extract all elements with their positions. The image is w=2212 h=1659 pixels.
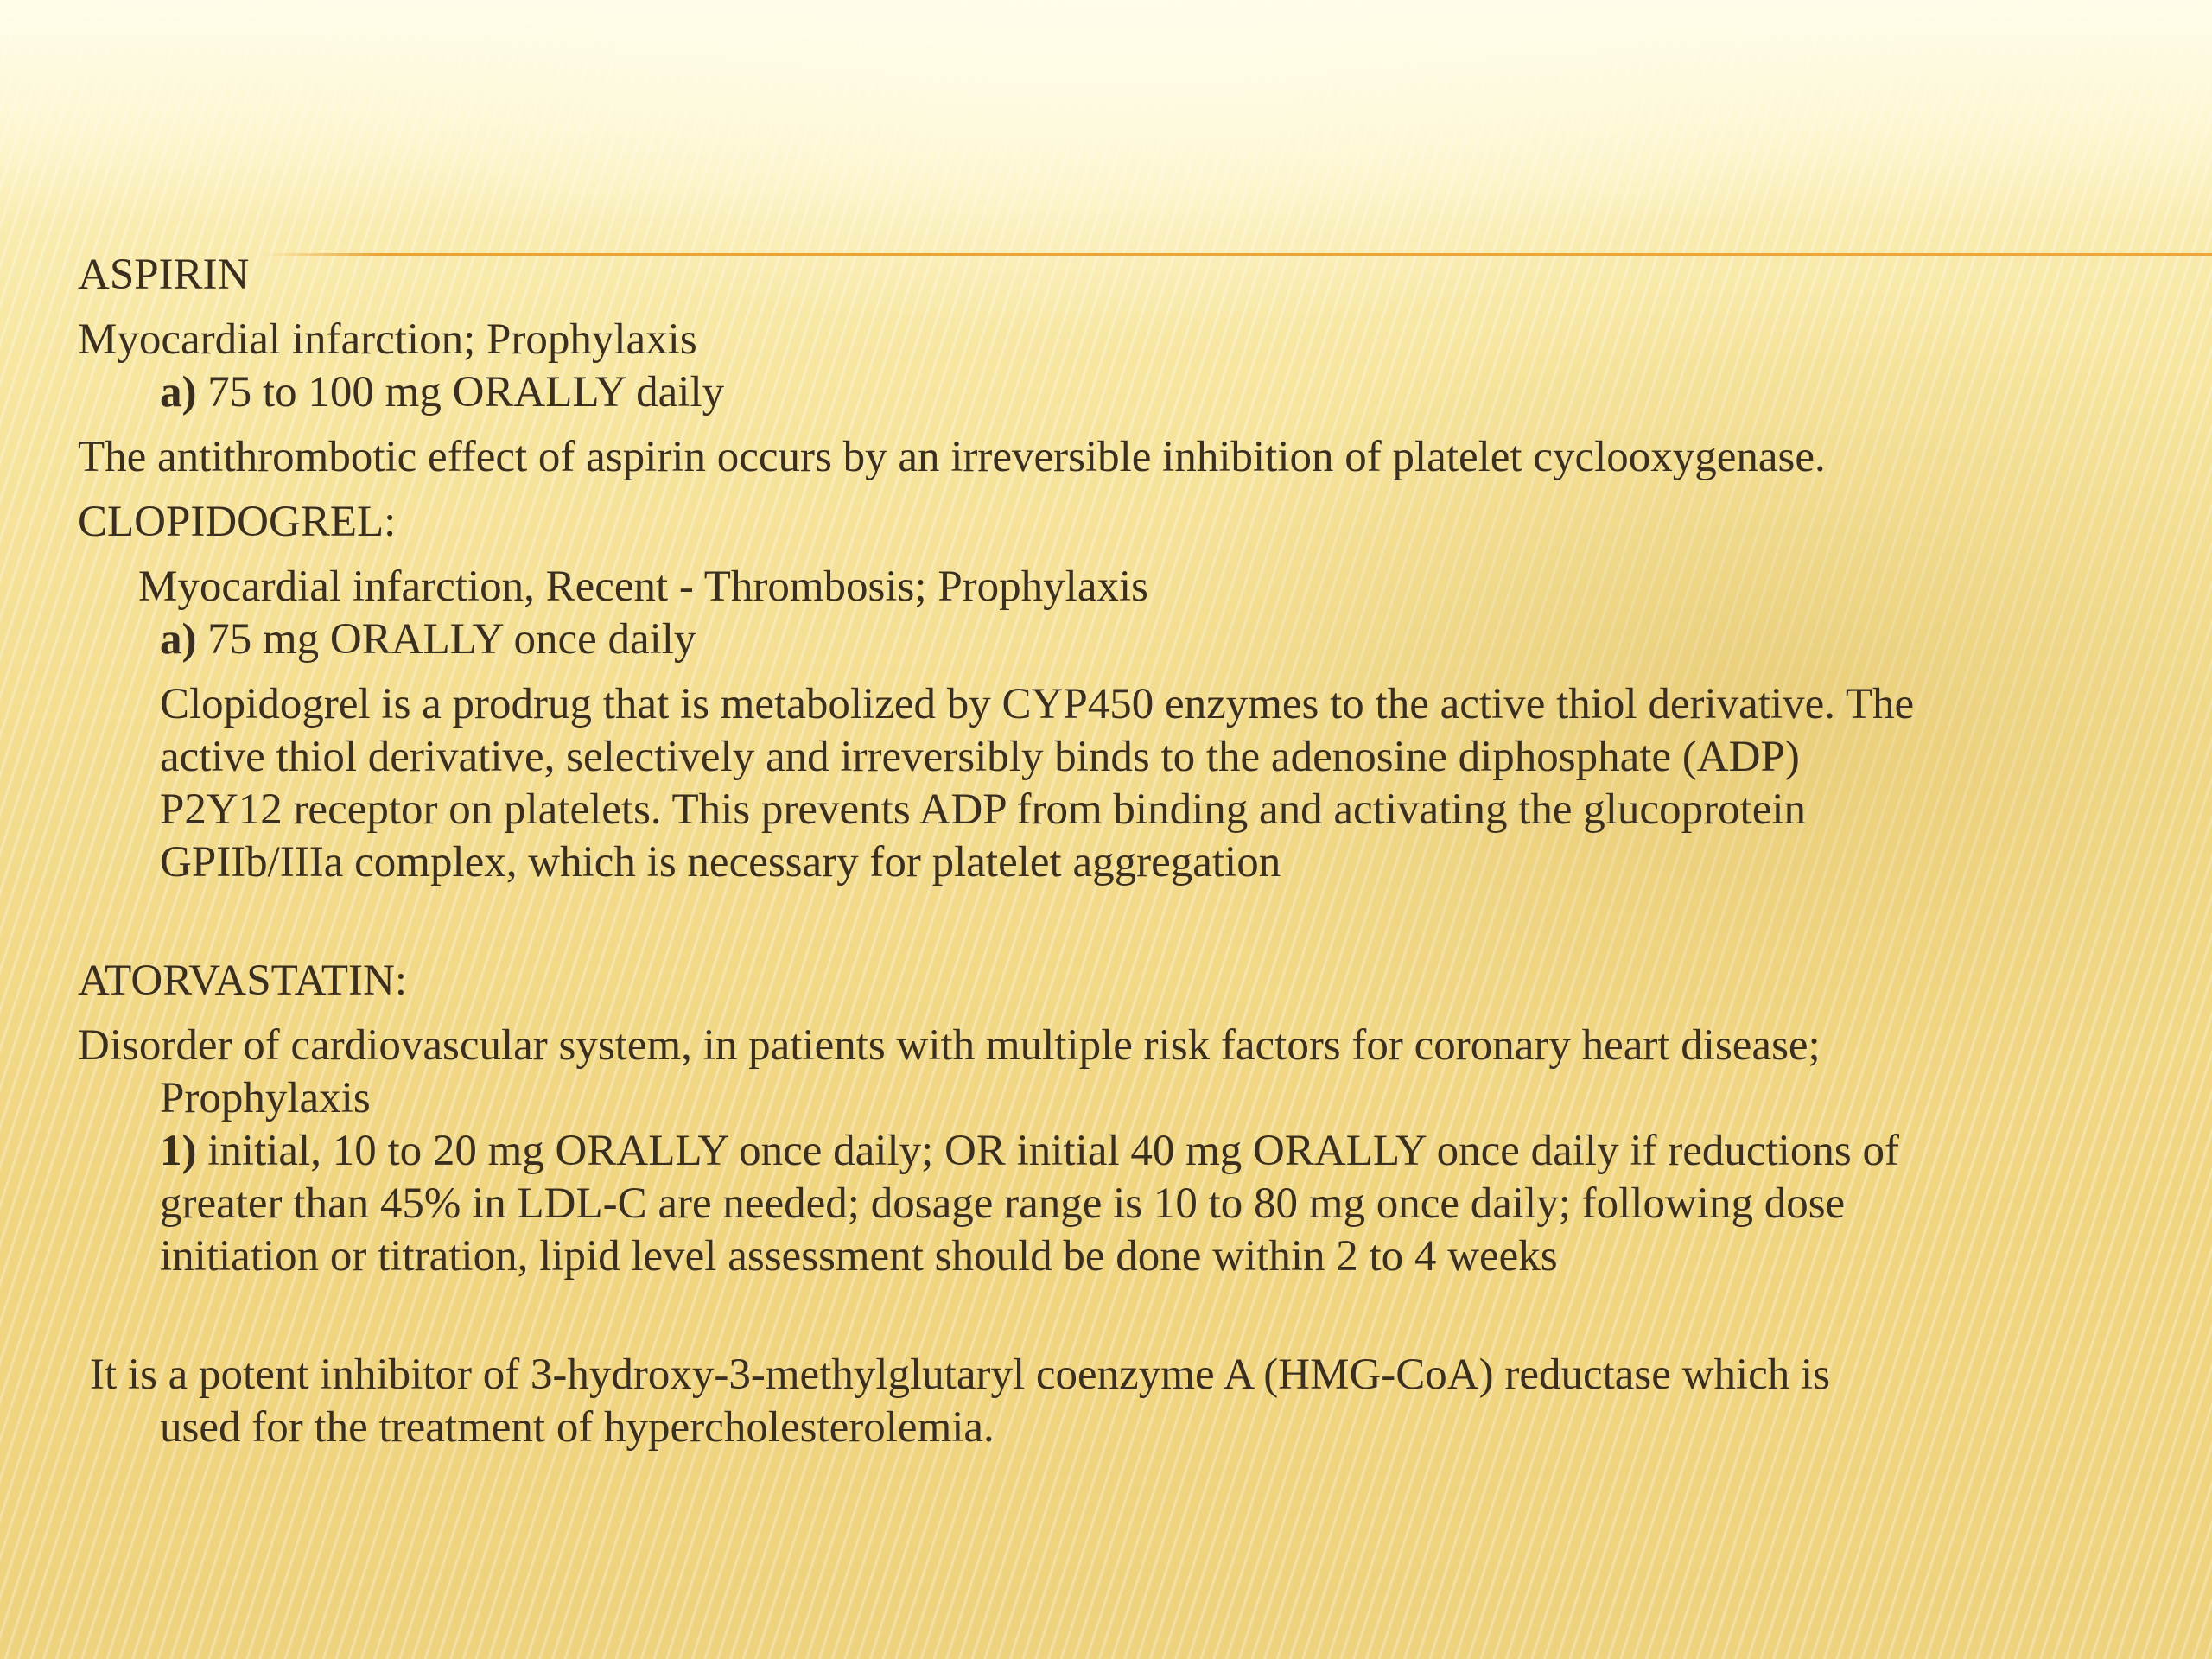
slide-body (78, 249, 2152, 1454)
clopidogrel-mechanism-line: P2Y12 receptor on platelets. This prevents ADP from binding and activating the glucoprotein (160, 785, 1807, 834)
aspirin-dose (78, 366, 2152, 419)
clopidogrel-mechanism-line: active thiol derivative, selectively and irreversibly binds to the adenosine diphosphate (ADP) (160, 733, 1800, 781)
atorvastatin-dose (78, 1125, 2152, 1178)
aspirin-mechanism: The antithrombotic effect of aspirin occurs by an irreversible inhibition of platelet cyclooxygenase. (78, 433, 1826, 481)
atorvastatin-dose-marker: 1) (160, 1127, 197, 1175)
clopidogrel-mechanism-line: Clopidogrel is a prodrug that is metabolized by CYP450 enzymes to the active thiol derivative. The (160, 680, 1915, 728)
clopidogrel-dose-marker: a) (160, 615, 197, 664)
header-highlight (0, 0, 2212, 225)
atorvastatin-dose-text: initial, 10 to 20 mg ORALLY once daily; OR initial 40 mg ORALLY once daily if reductions of (196, 1127, 1899, 1175)
aspirin-dose-marker: a) (160, 368, 197, 416)
atorvastatin-indication-line: Disorder of cardiovascular system, in patients with multiple risk factors for coronary heart disease; (78, 1021, 1821, 1070)
clopidogrel-indication: Myocardial infarction, Recent - Thrombosis; Prophylaxis (138, 563, 1148, 611)
clopidogrel-mechanism (78, 678, 2152, 889)
atorvastatin-mechanism-line: used for the treatment of hypercholesterolemia. (160, 1403, 995, 1452)
aspirin-dose-text: 75 to 100 mg ORALLY daily (196, 368, 725, 416)
clopidogrel-mechanism-line: GPIIb/IIIa complex, which is necessary for platelet aggregation (160, 838, 1281, 887)
clopidogrel-dose-text: 75 mg ORALLY once daily (196, 615, 696, 664)
atorvastatin-dose-line: initiation or titration, lipid level assessment should be done within 2 to 4 weeks (160, 1232, 1558, 1281)
clopidogrel-dose (78, 613, 2152, 666)
clopidogrel-heading: CLOPIDOGREL: (78, 498, 397, 546)
aspirin-heading: ASPIRIN (78, 251, 250, 299)
atorvastatin-dose-line: greater than 45% in LDL-C are needed; dosage range is 10 to 80 mg once daily; following dose (160, 1179, 1846, 1228)
aspirin-indication: Myocardial infarction; Prophylaxis (78, 315, 697, 364)
atorvastatin-mechanism-line: It is a potent inhibitor of 3-hydroxy-3-methylglutaryl coenzyme A (HMG-CoA) reductase which is (90, 1351, 1831, 1399)
atorvastatin-heading: ATORVASTATIN: (78, 957, 408, 1005)
atorvastatin-indication-line: Prophylaxis (160, 1074, 371, 1122)
